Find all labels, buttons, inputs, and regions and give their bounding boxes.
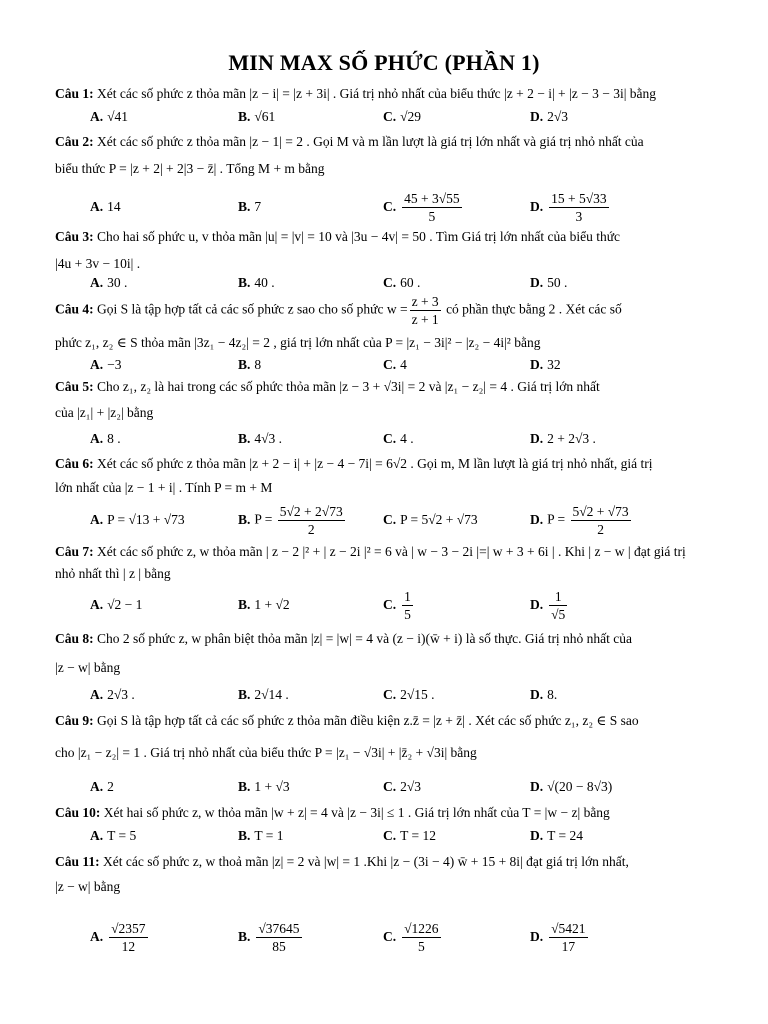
answer-options <box>0 920 768 960</box>
answer-option[interactable] <box>383 588 415 623</box>
fraction-numerator: √5421 <box>551 921 586 936</box>
option-label: C. <box>383 687 397 702</box>
answer-option[interactable] <box>90 687 135 703</box>
question-text: Xét các số phức z thỏa mãn |z + 2 − i| + |z − 4 − 7i| = 6√2 . Gọi m, M lần lượt là giá trị nhỏ nhất, giá trị <box>97 456 653 471</box>
answer-option[interactable] <box>238 920 304 955</box>
question-text: cho |z₁ − z₂| = 1 . Giá trị nhỏ nhất của biểu thức P = |z₁ − √3i| + |z̄₂ + √3i| bằng <box>55 745 477 760</box>
option-label: C. <box>383 431 397 446</box>
option-text: 4 . <box>400 431 414 446</box>
option-text: 7 <box>254 199 262 214</box>
answer-option[interactable] <box>530 275 567 291</box>
option-label: A. <box>90 357 104 372</box>
option-text: T = 12 <box>400 828 436 843</box>
option-text: 4√3 . <box>254 431 283 446</box>
answer-option[interactable] <box>383 275 420 291</box>
fraction-denominator: 2 <box>597 522 604 537</box>
option-text: 2√3 <box>400 779 422 794</box>
answer-option[interactable] <box>238 597 290 613</box>
option-label: D. <box>530 431 544 446</box>
question-text: |4u + 3v − 10i| . <box>55 256 141 271</box>
option-text: 32 <box>547 357 561 372</box>
fraction-denominator: 5 <box>428 209 436 224</box>
option-text: 8 <box>254 357 262 372</box>
question-number: Câu 7: <box>55 544 94 559</box>
option-label: B. <box>238 357 251 372</box>
question-line <box>55 456 652 472</box>
question-text: nhỏ nhất thì | z | bằng <box>55 566 171 581</box>
fraction <box>402 920 440 955</box>
answer-option[interactable] <box>90 779 114 795</box>
option-text: T = 24 <box>547 828 583 843</box>
option-label: B. <box>238 275 251 290</box>
option-label: C. <box>383 198 397 214</box>
answer-option[interactable] <box>383 920 443 955</box>
answer-option[interactable] <box>530 920 590 955</box>
option-text: 30 . <box>107 275 128 290</box>
answer-option[interactable] <box>383 512 478 528</box>
answer-option[interactable] <box>90 275 127 291</box>
answer-option[interactable] <box>238 779 290 795</box>
fraction <box>571 503 631 538</box>
question-line <box>55 631 632 647</box>
option-label: C. <box>383 275 397 290</box>
option-text: 8. <box>547 687 558 702</box>
answer-options <box>0 190 768 230</box>
option-label: A. <box>90 275 104 290</box>
fraction <box>402 190 462 225</box>
option-text: 50 . <box>547 275 568 290</box>
option-label: D. <box>530 779 544 794</box>
fraction-denominator: 5 <box>404 607 411 622</box>
answer-option[interactable] <box>90 109 128 125</box>
option-label: C. <box>383 928 397 944</box>
answer-option[interactable] <box>383 828 436 844</box>
answer-option[interactable] <box>530 109 568 125</box>
option-text: 2√15 . <box>400 687 435 702</box>
option-text: √2 − 1 <box>107 597 143 612</box>
question-line <box>55 660 120 676</box>
question-number: Câu 6: <box>55 456 94 471</box>
fraction-denominator: z + 1 <box>411 312 439 327</box>
question-line <box>55 256 140 272</box>
option-label: A. <box>90 687 104 702</box>
page-title: MIN MAX SỐ PHỨC (PHẦN 1) <box>228 50 540 75</box>
answer-option[interactable] <box>383 687 435 703</box>
answer-option[interactable] <box>238 199 261 215</box>
option-label: B. <box>238 928 251 944</box>
fraction <box>278 503 345 538</box>
question-text: của |z₁| + |z₂| bằng <box>55 405 154 420</box>
option-label: C. <box>383 596 397 612</box>
fraction <box>109 920 147 955</box>
question-number: Câu 9: <box>55 713 94 728</box>
fraction-numerator: 45 + 3√55 <box>404 191 460 206</box>
option-label: D. <box>530 109 544 124</box>
option-text: 2 + 2√3 . <box>547 431 596 446</box>
fraction-denominator: √5 <box>551 607 566 622</box>
option-text: √41 <box>107 109 129 124</box>
option-text: 60 . <box>400 275 421 290</box>
question-number: Câu 8: <box>55 631 94 646</box>
fraction-denominator: 2 <box>307 522 315 537</box>
question-number: Câu 2: <box>55 134 94 149</box>
option-text: 2√3 . <box>107 687 135 702</box>
question-text: Gọi S là tập hợp tất cả các số phức z sao cho số phức w = <box>97 301 408 317</box>
option-text: T = 5 <box>107 828 137 843</box>
option-label: A. <box>90 597 104 612</box>
answer-option[interactable] <box>530 588 569 623</box>
answer-option[interactable] <box>238 431 282 447</box>
answer-option[interactable] <box>238 275 275 291</box>
option-label: D. <box>530 198 544 214</box>
question-line <box>55 86 656 102</box>
question-text: có phần thực bằng 2 . Xét các số <box>442 301 622 317</box>
answer-option[interactable] <box>238 687 289 703</box>
fraction-denominator: 3 <box>575 209 583 224</box>
fraction <box>549 588 567 623</box>
fraction <box>256 920 301 955</box>
answer-option[interactable] <box>530 503 633 538</box>
question-line <box>55 229 620 245</box>
answer-option[interactable] <box>90 431 121 447</box>
question-text: Xét các số phức z thỏa mãn |z − 1| = 2 . Gọi M và m lần lượt là giá trị lớn nhất và giá trị nhỏ nhất của <box>97 134 644 149</box>
question-line <box>55 161 325 177</box>
question-line <box>55 879 120 895</box>
option-label: A. <box>90 828 104 843</box>
option-text: P = 5√2 + √73 <box>400 512 478 527</box>
option-label: D. <box>530 828 544 843</box>
option-label: A. <box>90 431 104 446</box>
option-text: 1 + √3 <box>254 779 290 794</box>
option-text: P = <box>254 511 273 527</box>
option-label: B. <box>238 779 251 794</box>
question-text: Cho z₁, z₂ là hai trong các số phức thỏa mãn |z − 3 + √3i| = 2 và |z₁ − z₂| = 4 . Giá trị lớn nhất <box>97 379 600 394</box>
answer-options <box>0 588 768 628</box>
option-text: √61 <box>254 109 276 124</box>
option-label: D. <box>530 511 544 527</box>
option-label: B. <box>238 828 251 843</box>
option-text: 4 <box>400 357 407 372</box>
question-line <box>55 544 686 560</box>
answer-option[interactable] <box>238 109 275 125</box>
question-line <box>55 405 153 421</box>
option-text: −3 <box>107 357 122 372</box>
option-label: A. <box>90 928 104 944</box>
question-text: Cho hai số phức u, v thỏa mãn |u| = |v| = 10 và |3u − 4v| = 50 . Tìm Giá trị lớn nhất của biểu thức <box>97 229 621 244</box>
answer-option[interactable] <box>530 431 596 447</box>
fraction-numerator: √2357 <box>111 921 146 936</box>
answer-option[interactable] <box>90 512 185 528</box>
question-line <box>55 379 600 395</box>
option-text: 40 . <box>254 275 275 290</box>
answer-option[interactable] <box>530 357 561 373</box>
question-line <box>55 134 644 150</box>
answer-option[interactable] <box>90 597 142 613</box>
question-text: biểu thức P = |z + 2| + 2|3 − z̄| . Tổng M + m bằng <box>55 161 325 176</box>
question-line <box>55 713 639 729</box>
option-text: 2√14 . <box>254 687 289 702</box>
question-line <box>55 805 610 821</box>
answer-option[interactable] <box>530 687 557 703</box>
fraction-numerator: √1226 <box>404 921 439 936</box>
answer-option[interactable] <box>383 109 421 125</box>
option-label: D. <box>530 357 544 372</box>
answer-option[interactable] <box>383 431 414 447</box>
question-text: Gọi S là tập hợp tất cả các số phức z thỏa mãn điều kiện z.z̄ = |z + z̄| . Xét các số phức z₁, z₂ ∈ S sao <box>97 713 639 728</box>
fraction-denominator: 12 <box>121 939 136 954</box>
question-number: Câu 1: <box>55 86 94 101</box>
question-text: Cho 2 số phức z, w phân biệt thỏa mãn |z| = |w| = 4 và (z − i)(w̄ + i) là số thực. Giá trị nhỏ nhất của <box>97 631 633 646</box>
option-label: D. <box>530 928 544 944</box>
option-label: A. <box>90 512 104 527</box>
option-label: C. <box>383 512 397 527</box>
option-label: B. <box>238 199 251 214</box>
question-line <box>55 854 629 870</box>
fraction-numerator: 5√2 + √73 <box>572 504 629 519</box>
question-line <box>55 745 477 761</box>
option-label: D. <box>530 275 544 290</box>
question-line <box>55 293 622 328</box>
fraction-numerator: √37645 <box>258 921 300 936</box>
answer-option[interactable] <box>90 920 150 955</box>
fraction <box>549 190 609 225</box>
answer-options <box>0 503 768 543</box>
fraction-denominator: 5 <box>417 939 425 954</box>
question-line <box>55 335 540 351</box>
option-text: P = <box>547 511 566 527</box>
answer-option[interactable] <box>90 199 121 215</box>
fraction-denominator: 85 <box>272 939 286 954</box>
answer-option[interactable] <box>383 190 464 225</box>
answer-option[interactable] <box>90 828 136 844</box>
option-label: D. <box>530 687 544 702</box>
fraction-numerator: 1 <box>404 589 411 604</box>
fraction <box>549 920 587 955</box>
answer-option[interactable] <box>238 357 261 373</box>
question-text: |z − w| bằng <box>55 660 121 675</box>
option-text: √29 <box>400 109 422 124</box>
option-text: 1 + √2 <box>254 597 290 612</box>
answer-option[interactable] <box>530 190 611 225</box>
question-text: lớn nhất của |z − 1 + i| . Tính P = m + M <box>55 480 273 495</box>
question-text: |z − w| bằng <box>55 879 121 894</box>
option-text: √(20 − 8√3) <box>547 779 613 794</box>
option-text: 2√3 <box>547 109 569 124</box>
option-label: A. <box>90 779 104 794</box>
option-text: T = 1 <box>254 828 284 843</box>
question-text: Xét các số phức z thỏa mãn |z − i| = |z + 3i| . Giá trị nhỏ nhất của biểu thức |z + 2 − i| + |z − 3 − 3i| bằng <box>97 86 657 101</box>
option-label: A. <box>90 109 104 124</box>
option-label: B. <box>238 597 251 612</box>
question-text: Xét hai số phức z, w thỏa mãn |w + z| = 4 và |z − 3i| ≤ 1 . Giá trị lớn nhất của T = |w − z| bằng <box>103 805 610 820</box>
option-label: B. <box>238 511 251 527</box>
question-line <box>55 480 272 496</box>
fraction-numerator: z + 3 <box>411 294 439 309</box>
option-text: 8 . <box>107 431 121 446</box>
fraction-denominator: 17 <box>561 939 576 954</box>
option-label: D. <box>530 596 544 612</box>
option-label: A. <box>90 199 104 214</box>
option-label: B. <box>238 431 251 446</box>
question-number: Câu 11: <box>55 854 100 869</box>
answer-option[interactable] <box>238 828 284 844</box>
question-text: Xét các số phức z, w thỏa mãn | z − 2 |² + | z − 2i |² = 6 và | w − 3 − 2i |=| w + 3 + 6i | . Khi | z − w | đạt giá trị <box>97 544 686 559</box>
option-text: 2 <box>107 779 114 794</box>
fraction <box>402 588 413 623</box>
question-number: Câu 3: <box>55 229 94 244</box>
fraction-numerator: 1 <box>549 588 567 606</box>
answer-option[interactable] <box>383 357 407 373</box>
question-number: Câu 4: <box>55 301 94 317</box>
option-text: 14 <box>107 199 121 214</box>
answer-option[interactable] <box>383 779 421 795</box>
question-text: Xét các số phức z, w thoả mãn |z| = 2 và |w| = 1 .Khi |z − (3i − 4) w̄ + 15 + 8i| đạt giá trị lớn nhất, <box>103 854 629 869</box>
question-number: Câu 10: <box>55 805 101 820</box>
question-line <box>55 566 171 582</box>
option-label: C. <box>383 828 397 843</box>
option-label: B. <box>238 687 251 702</box>
fraction-numerator: 15 + 5√33 <box>551 191 607 206</box>
option-text: P = √13 + √73 <box>107 512 185 527</box>
option-label: B. <box>238 109 251 124</box>
option-label: C. <box>383 109 397 124</box>
question-text: phức z₁, z₂ ∈ S thỏa mãn |3z₁ − 4z₂| = 2 , giá trị lớn nhất của P = |z₁ − 3i|² − |z₂ − 4i|² bằng <box>55 335 541 350</box>
answer-option[interactable] <box>530 779 612 795</box>
fraction-numerator: 5√2 + 2√73 <box>279 504 343 519</box>
option-label: C. <box>383 779 397 794</box>
question-number: Câu 5: <box>55 379 94 394</box>
answer-option[interactable] <box>530 828 583 844</box>
answer-option[interactable] <box>238 503 347 538</box>
answer-option[interactable] <box>90 357 122 373</box>
option-label: C. <box>383 357 397 372</box>
fraction <box>410 293 441 328</box>
